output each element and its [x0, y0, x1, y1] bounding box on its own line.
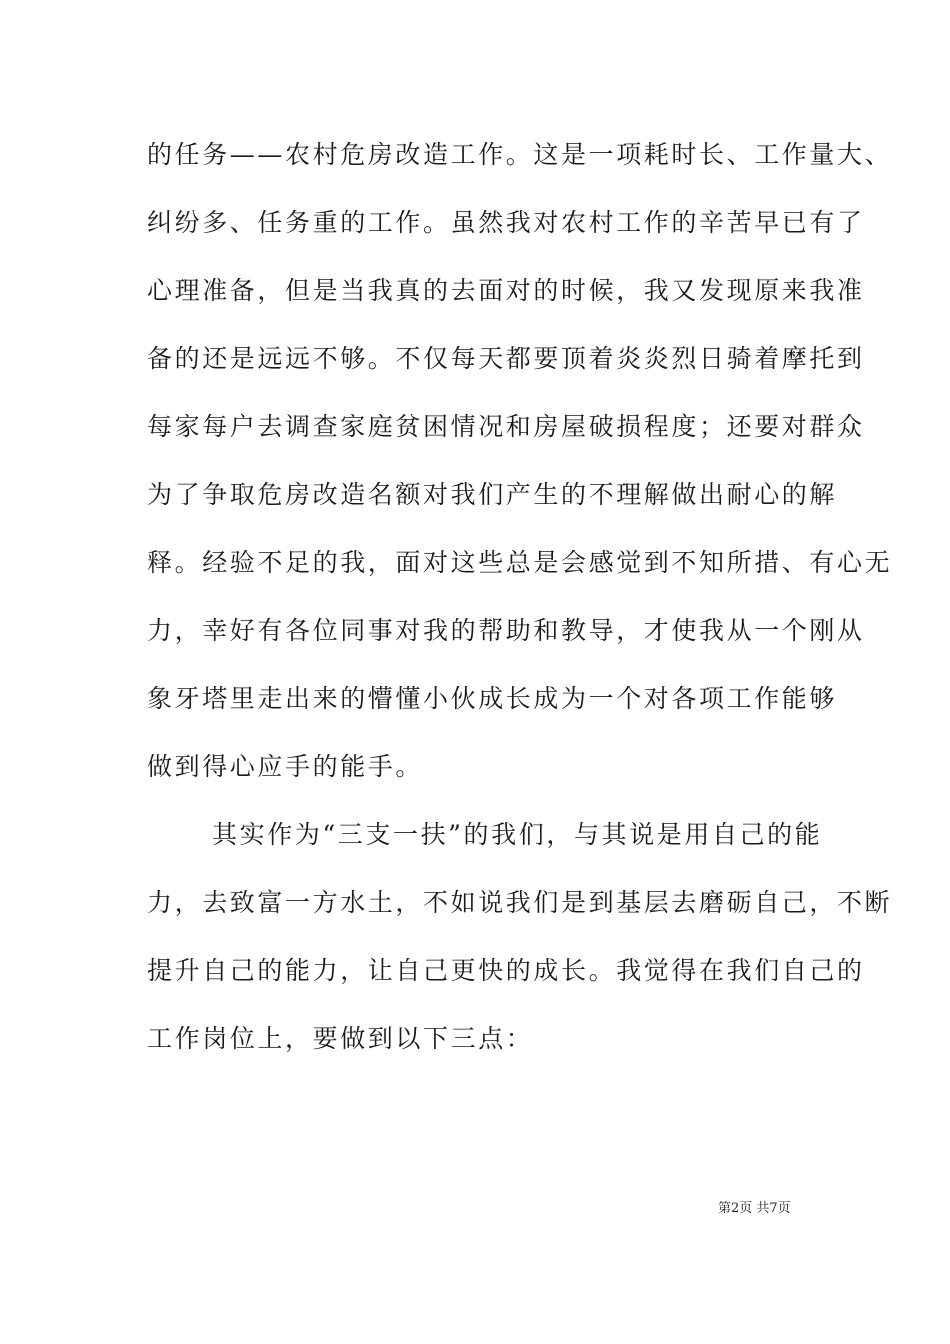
- paragraph-line: 做到得心应手的能手。: [147, 752, 424, 781]
- paragraph-line: 为了争取危房改造名额对我们产生的不理解做出耐心的解: [147, 480, 838, 509]
- paragraph-line: 象牙塔里走出来的懵懂小伙成长成为一个对各项工作能够: [147, 684, 838, 713]
- paragraph-line: 提升自己的能力，让自己更快的成长。我觉得在我们自己的: [147, 956, 865, 985]
- paragraph-line: 工作岗位上，要做到以下三点：: [147, 1024, 534, 1053]
- paragraph-line-indented: 其实作为“三支一扶”的我们，与其说是用自己的能: [212, 820, 823, 849]
- paragraph-line: 每家每户去调查家庭贫困情况和房屋破损程度；还要对群众: [147, 412, 865, 441]
- paragraph-line: 力，幸好有各位同事对我的帮助和教导，才使我从一个刚从: [147, 616, 865, 645]
- paragraph-line: 力，去致富一方水土，不如说我们是到基层去磨砺自己，不断: [147, 888, 893, 917]
- paragraph-line: 的任务——农村危房改造工作。这是一项耗时长、工作量大、: [147, 140, 893, 169]
- paragraph-line: 纠纷多、任务重的工作。虽然我对农村工作的辛苦早已有了: [147, 208, 865, 237]
- paragraph-line: 心理准备，但是当我真的去面对的时候，我又发现原来我准: [147, 276, 865, 305]
- page-number-footer: 第2页 共7页: [718, 1201, 791, 1216]
- paragraph-line: 释。经验不足的我，面对这些总是会感觉到不知所措、有心无: [147, 548, 893, 577]
- paragraph-line: 备的还是远远不够。不仅每天都要顶着炎炎烈日骑着摩托到: [147, 344, 865, 373]
